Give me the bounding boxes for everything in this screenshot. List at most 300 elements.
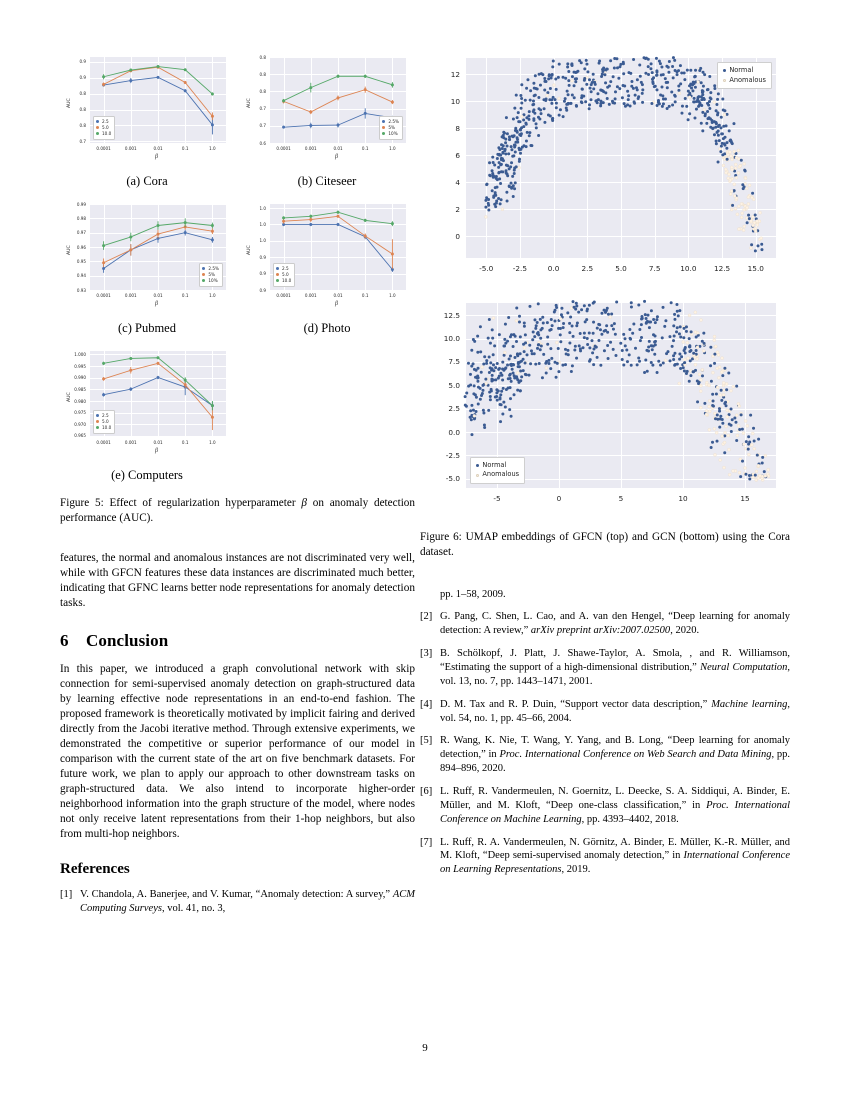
scatter-point-normal xyxy=(627,94,630,97)
scatter-point-normal xyxy=(487,202,490,205)
scatter-point-normal xyxy=(464,404,467,407)
scatter-point-anomalous xyxy=(523,346,526,349)
scatter-point-normal xyxy=(715,109,718,112)
data-point xyxy=(157,65,160,68)
scatter-point-normal xyxy=(515,340,518,343)
scatter-point-anomalous xyxy=(688,96,691,99)
page-number: 9 xyxy=(422,1042,428,1054)
scatter-point-normal xyxy=(630,80,633,83)
y-axis-tick-label: 0.8 xyxy=(79,107,86,113)
scatter-point-normal xyxy=(673,318,676,321)
scatter-point-anomalous xyxy=(699,390,702,393)
y-axis-tick-label: 5.0 xyxy=(448,380,460,390)
scatter-point-normal xyxy=(608,103,611,106)
gridline-horizontal xyxy=(270,143,406,144)
scatter-point-normal xyxy=(572,335,575,338)
scatter-point-normal xyxy=(673,94,676,97)
scatter-point-anomalous xyxy=(725,425,728,428)
scatter-point-normal xyxy=(525,139,528,142)
scatter-point-anomalous xyxy=(738,471,741,474)
scatter-point-normal xyxy=(503,132,506,135)
scatter-point-normal xyxy=(528,131,531,134)
scatter-point-normal xyxy=(483,355,486,358)
scatter-point-normal xyxy=(505,116,508,119)
scatter-point-normal xyxy=(501,135,504,138)
data-point xyxy=(102,377,105,380)
scatter-point-normal xyxy=(574,345,577,348)
legend-marker-icon xyxy=(382,126,385,129)
scatter-point-normal xyxy=(695,349,698,352)
scatter-point-normal xyxy=(525,87,528,90)
reference-entry xyxy=(420,836,790,878)
scatter-point-normal xyxy=(476,351,479,354)
scatter-point-normal xyxy=(638,63,641,66)
scatter-point-normal xyxy=(716,98,719,101)
scatter-point-normal xyxy=(523,350,526,353)
scatter-point-normal xyxy=(701,374,704,377)
scatter-point-normal xyxy=(520,97,523,100)
scatter-point-normal xyxy=(502,144,505,147)
scatter-point-anomalous xyxy=(724,431,727,434)
scatter-point-normal xyxy=(655,318,658,321)
scatter-point-normal xyxy=(476,380,479,383)
scatter-point-normal xyxy=(489,174,492,177)
y-axis-tick-label: 1.0 xyxy=(259,238,266,244)
legend-marker-icon xyxy=(202,267,205,270)
scatter-point-anomalous xyxy=(730,154,733,157)
y-axis-tick-label: 0.93 xyxy=(76,287,86,293)
scatter-point-normal xyxy=(650,62,653,65)
scatter-point-normal xyxy=(713,362,716,365)
scatter-point-normal xyxy=(509,165,512,168)
scatter-point-normal xyxy=(505,191,508,194)
scatter-point-normal xyxy=(678,358,681,361)
scatter-point-normal xyxy=(586,337,589,340)
legend-marker-icon xyxy=(476,474,479,477)
scatter-point-normal xyxy=(651,364,654,367)
scatter-point-normal xyxy=(532,82,535,85)
reference-number: [3] xyxy=(420,648,433,660)
scatter-point-normal xyxy=(659,62,662,65)
scatter-point-normal xyxy=(601,70,604,73)
scatter-point-normal xyxy=(636,78,639,81)
scatter-point-normal xyxy=(716,440,719,443)
gridline-horizontal xyxy=(270,290,406,291)
scatter-point-normal xyxy=(554,98,557,101)
scatter-point-normal xyxy=(745,440,748,443)
scatter-point-normal xyxy=(723,367,726,370)
reference-plain: , 2019. xyxy=(561,864,591,876)
scatter-point-normal xyxy=(609,80,612,83)
scatter-point-normal xyxy=(522,369,525,372)
scatter-point-normal xyxy=(506,199,509,202)
series-line-25 xyxy=(104,77,213,124)
scatter-point-normal xyxy=(555,304,558,307)
scatter-point-normal xyxy=(573,84,576,87)
auc-plot-citeseer xyxy=(240,48,414,173)
scatter-point-normal xyxy=(748,477,751,480)
scatter-point-normal xyxy=(518,321,521,324)
scatter-point-normal xyxy=(626,90,629,93)
scatter-point-normal xyxy=(677,314,680,317)
scatter-point-anomalous xyxy=(722,389,725,392)
reference-entry xyxy=(420,734,790,776)
scatter-point-normal xyxy=(546,343,549,346)
data-point xyxy=(184,89,187,92)
scatter-point-normal xyxy=(484,206,487,209)
scatter-point-normal xyxy=(649,67,652,70)
scatter-point-normal xyxy=(539,318,542,321)
scatter-point-normal xyxy=(571,364,574,367)
subfigure-cora xyxy=(60,48,234,191)
scatter-point-normal xyxy=(683,361,686,364)
y-axis-label: AUC xyxy=(247,98,252,108)
scatter-point-normal xyxy=(734,421,737,424)
scatter-point-normal xyxy=(575,105,578,108)
scatter-point-normal xyxy=(489,361,492,364)
scatter-point-normal xyxy=(473,368,476,371)
y-axis-tick-label: 0.965 xyxy=(74,433,86,439)
scatter-point-normal xyxy=(555,102,558,105)
data-point xyxy=(102,83,105,86)
scatter-point-anomalous xyxy=(703,108,706,111)
y-axis-tick-label: 0.8 xyxy=(79,91,86,97)
scatter-point-normal xyxy=(516,116,519,119)
scatter-point-normal xyxy=(694,75,697,78)
scatter-point-normal xyxy=(548,98,551,101)
scatter-point-normal xyxy=(757,244,760,247)
scatter-point-normal xyxy=(628,328,631,331)
umap-plot-gfcn xyxy=(420,48,790,288)
scatter-point-anomalous xyxy=(694,311,697,314)
scatter-point-normal xyxy=(648,326,651,329)
data-point xyxy=(211,123,214,126)
legend-marker-icon xyxy=(202,273,205,276)
scatter-point-normal xyxy=(622,333,625,336)
scatter-point-normal xyxy=(754,249,757,252)
scatter-point-normal xyxy=(566,62,569,65)
scatter-point-normal xyxy=(540,72,543,75)
scatter-point-anomalous xyxy=(737,402,740,405)
data-point xyxy=(337,223,340,226)
scatter-point-anomalous xyxy=(558,97,561,100)
scatter-point-normal xyxy=(477,402,480,405)
data-point xyxy=(102,393,105,396)
scatter-point-normal xyxy=(717,125,720,128)
scatter-point-anomalous xyxy=(753,447,756,450)
scatter-point-normal xyxy=(568,322,571,325)
scatter-point-normal xyxy=(506,174,509,177)
y-axis-tick-label: 0.980 xyxy=(74,398,86,404)
x-axis-tick-label: 0.001 xyxy=(304,146,317,151)
reference-plain: , vol. 54, no. 1, pp. 45–66, 2004. xyxy=(440,698,790,724)
scatter-point-normal xyxy=(483,423,486,426)
scatter-point-anomalous xyxy=(742,432,745,435)
scatter-point-normal xyxy=(504,323,507,326)
data-point xyxy=(282,126,285,129)
scatter-point-normal xyxy=(685,330,688,333)
scatter-point-anomalous xyxy=(678,382,681,385)
scatter-point-normal xyxy=(488,371,491,374)
scatter-point-normal xyxy=(618,87,621,90)
scatter-point-anomalous xyxy=(755,478,758,481)
scatter-point-normal xyxy=(519,389,522,392)
x-axis-tick-label: 0.1 xyxy=(361,293,369,298)
umap-plot-gcn xyxy=(420,293,790,518)
scatter-point-anomalous xyxy=(686,341,689,344)
scatter-point-normal xyxy=(591,81,594,84)
scatter-point-normal xyxy=(510,415,513,418)
scatter-point-normal xyxy=(588,332,591,335)
scatter-point-normal xyxy=(597,339,600,342)
scatter-point-normal xyxy=(577,311,580,314)
scatter-point-normal xyxy=(528,110,531,113)
data-point xyxy=(309,111,312,114)
scatter-point-normal xyxy=(583,304,586,307)
scatter-point-anomalous xyxy=(546,94,549,97)
scatter-point-normal xyxy=(689,69,692,72)
scatter-point-normal xyxy=(531,338,534,341)
data-point xyxy=(184,379,187,382)
plot-axes-area xyxy=(90,351,226,437)
scatter-point-normal xyxy=(560,307,563,310)
data-point xyxy=(157,376,160,379)
scatter-point-normal xyxy=(534,363,537,366)
scatter-point-anomalous xyxy=(729,389,732,392)
scatter-point-normal xyxy=(631,332,634,335)
scatter-point-normal xyxy=(641,92,644,95)
scatter-point-normal xyxy=(702,90,705,93)
scatter-point-normal xyxy=(569,102,572,105)
scatter-point-normal xyxy=(726,113,729,116)
scatter-point-anomalous xyxy=(760,237,763,240)
figure-5-row-3 xyxy=(60,342,415,485)
scatter-point-normal xyxy=(559,333,562,336)
scatter-point-normal xyxy=(719,415,722,418)
legend-marker-icon xyxy=(96,420,99,423)
scatter-point-normal xyxy=(647,58,650,61)
scatter-point-normal xyxy=(508,138,511,141)
scatter-point-anomalous xyxy=(745,217,748,220)
scatter-point-anomalous xyxy=(715,431,718,434)
legend-label: 5.0 xyxy=(102,418,109,424)
scatter-point-normal xyxy=(502,387,505,390)
x-axis-tick-label: 0.001 xyxy=(304,293,317,298)
scatter-point-anomalous xyxy=(711,371,714,374)
scatter-point-normal xyxy=(719,150,722,153)
scatter-point-normal xyxy=(520,132,523,135)
scatter-point-normal xyxy=(550,357,553,360)
scatter-point-normal xyxy=(520,83,523,86)
x-axis-tick-label: 0.001 xyxy=(124,146,137,151)
scatter-point-normal xyxy=(664,98,667,101)
scatter-point-normal xyxy=(723,451,726,454)
scatter-point-normal xyxy=(600,89,603,92)
scatter-point-normal xyxy=(730,430,733,433)
scatter-point-anomalous xyxy=(726,153,729,156)
reference-venue: Machine learning xyxy=(711,698,788,710)
scatter-point-anomalous xyxy=(759,211,762,214)
scatter-point-normal xyxy=(494,205,497,208)
scatter-point-normal xyxy=(614,354,617,357)
scatter-point-normal xyxy=(567,353,570,356)
scatter-point-normal xyxy=(747,443,750,446)
scatter-point-normal xyxy=(691,83,694,86)
scatter-point-normal xyxy=(552,59,555,62)
scatter-point-normal xyxy=(668,335,671,338)
y-axis-tick-label: 0.990 xyxy=(74,375,86,381)
scatter-point-normal xyxy=(502,401,505,404)
reference-plain: G. Pang, C. Shen, L. Cao, and A. van den Hengel, “Deep learning for anomaly detection: A review,” xyxy=(440,611,790,637)
x-axis-tick-label: 5 xyxy=(618,494,624,503)
scatter-point-anomalous xyxy=(767,475,770,478)
legend-item xyxy=(382,131,399,137)
scatter-point-normal xyxy=(659,94,662,97)
scatter-point-normal xyxy=(592,332,595,335)
scatter-point-normal xyxy=(704,112,707,115)
scatter-point-normal xyxy=(564,363,567,366)
scatter-point-normal xyxy=(688,337,691,340)
scatter-point-anomalous xyxy=(764,475,767,478)
x-axis-label: β xyxy=(335,154,338,160)
legend-label: Anomalous xyxy=(482,470,520,479)
scatter-point-normal xyxy=(666,86,669,89)
scatter-point-normal xyxy=(708,107,711,110)
scatter-point-normal xyxy=(578,344,581,347)
scatter-point-normal xyxy=(723,144,726,147)
scatter-point-normal xyxy=(747,435,750,438)
scatter-point-normal xyxy=(555,88,558,91)
legend-marker-icon xyxy=(96,120,99,123)
scatter-point-normal xyxy=(546,335,549,338)
scatter-point-normal xyxy=(692,370,695,373)
y-axis-tick-label: 0.8 xyxy=(259,71,266,77)
data-point xyxy=(309,218,312,221)
data-point xyxy=(102,362,105,365)
scatter-point-anomalous xyxy=(545,366,548,369)
reference-venue: Neural Computation xyxy=(700,662,788,673)
scatter-point-normal xyxy=(485,183,488,186)
scatter-point-anomalous xyxy=(728,448,731,451)
scatter-point-anomalous xyxy=(722,164,725,167)
scatter-point-normal xyxy=(632,322,635,325)
scatter-point-anomalous xyxy=(741,212,744,215)
scatter-point-anomalous xyxy=(729,151,732,154)
scatter-point-anomalous xyxy=(725,382,728,385)
scatter-point-normal xyxy=(575,305,578,308)
subfigure-computers xyxy=(60,342,234,485)
scatter-point-normal xyxy=(726,141,729,144)
scatter-point-normal xyxy=(555,106,558,109)
scatter-point-normal xyxy=(520,126,523,129)
scatter-point-normal xyxy=(501,147,504,150)
scatter-point-normal xyxy=(621,358,624,361)
legend-item xyxy=(276,278,291,284)
scatter-point-normal xyxy=(760,243,763,246)
scatter-point-normal xyxy=(626,360,629,363)
scatter-point-normal xyxy=(571,64,574,67)
references-heading: References xyxy=(60,860,130,877)
scatter-point-normal xyxy=(679,325,682,328)
scatter-point-normal xyxy=(556,362,559,365)
scatter-point-normal xyxy=(596,92,599,95)
scatter-point-anomalous xyxy=(754,230,757,233)
scatter-point-normal xyxy=(637,356,640,359)
x-axis-tick-label: 0 xyxy=(556,494,562,503)
scatter-point-normal xyxy=(655,57,658,60)
scatter-point-normal xyxy=(497,368,500,371)
data-point xyxy=(184,383,187,386)
scatter-point-normal xyxy=(693,97,696,100)
x-axis-tick-label: 7.5 xyxy=(648,264,661,273)
y-axis-tick-label: 0.7 xyxy=(259,106,266,112)
scatter-point-normal xyxy=(614,97,617,100)
scatter-point-normal xyxy=(650,361,653,364)
scatter-point-normal xyxy=(562,76,565,79)
scatter-point-anomalous xyxy=(716,386,719,389)
scatter-point-normal xyxy=(673,59,676,62)
scatter-point-normal xyxy=(589,87,592,90)
scatter-point-normal xyxy=(514,181,517,184)
scatter-point-normal xyxy=(514,335,517,338)
scatter-point-normal xyxy=(682,366,685,369)
scatter-point-anomalous xyxy=(699,406,702,409)
scatter-point-normal xyxy=(524,333,527,336)
scatter-point-normal xyxy=(532,108,535,111)
scatter-point-normal xyxy=(660,85,663,88)
scatter-point-normal xyxy=(594,345,597,348)
scatter-point-normal xyxy=(514,129,517,132)
scatter-point-anomalous xyxy=(714,453,717,456)
data-point xyxy=(337,211,340,214)
scatter-point-normal xyxy=(513,146,516,149)
scatter-point-normal xyxy=(531,352,534,355)
y-axis-tick-label: 0.8 xyxy=(259,89,266,94)
scatter-point-normal xyxy=(513,107,516,110)
scatter-point-normal xyxy=(622,84,625,87)
scatter-point-normal xyxy=(522,119,525,122)
series-line-25 xyxy=(284,224,393,269)
data-point xyxy=(337,124,340,127)
y-axis-tick-label: 0.9 xyxy=(259,287,266,293)
scatter-point-normal xyxy=(470,365,473,368)
scatter-point-normal xyxy=(685,105,688,108)
scatter-point-normal xyxy=(504,148,507,151)
scatter-point-normal xyxy=(604,311,607,314)
x-axis-tick-label: 1.0 xyxy=(209,440,216,445)
data-point xyxy=(282,216,285,219)
scatter-point-normal xyxy=(619,65,622,68)
scatter-point-normal xyxy=(748,474,751,477)
scatter-point-normal xyxy=(578,59,581,62)
scatter-point-normal xyxy=(491,189,494,192)
scatter-point-normal xyxy=(528,374,531,377)
scatter-point-normal xyxy=(614,90,617,93)
scatter-point-normal xyxy=(763,470,766,473)
scatter-point-normal xyxy=(529,89,532,92)
scatter-point-anomalous xyxy=(755,470,758,473)
x-axis-tick-label: 0.01 xyxy=(153,440,163,445)
scatter-point-normal xyxy=(695,108,698,111)
scatter-point-normal xyxy=(545,360,548,363)
scatter-point-normal xyxy=(706,117,709,120)
scatter-point-anomalous xyxy=(678,92,681,95)
reference-plain: D. M. Tax and R. P. Duin, “Support vector data description,” xyxy=(440,698,712,710)
y-axis-tick-label: 12 xyxy=(450,69,460,79)
scatter-point-normal xyxy=(610,324,613,327)
scatter-point-normal xyxy=(719,417,722,420)
left-column xyxy=(60,48,415,925)
